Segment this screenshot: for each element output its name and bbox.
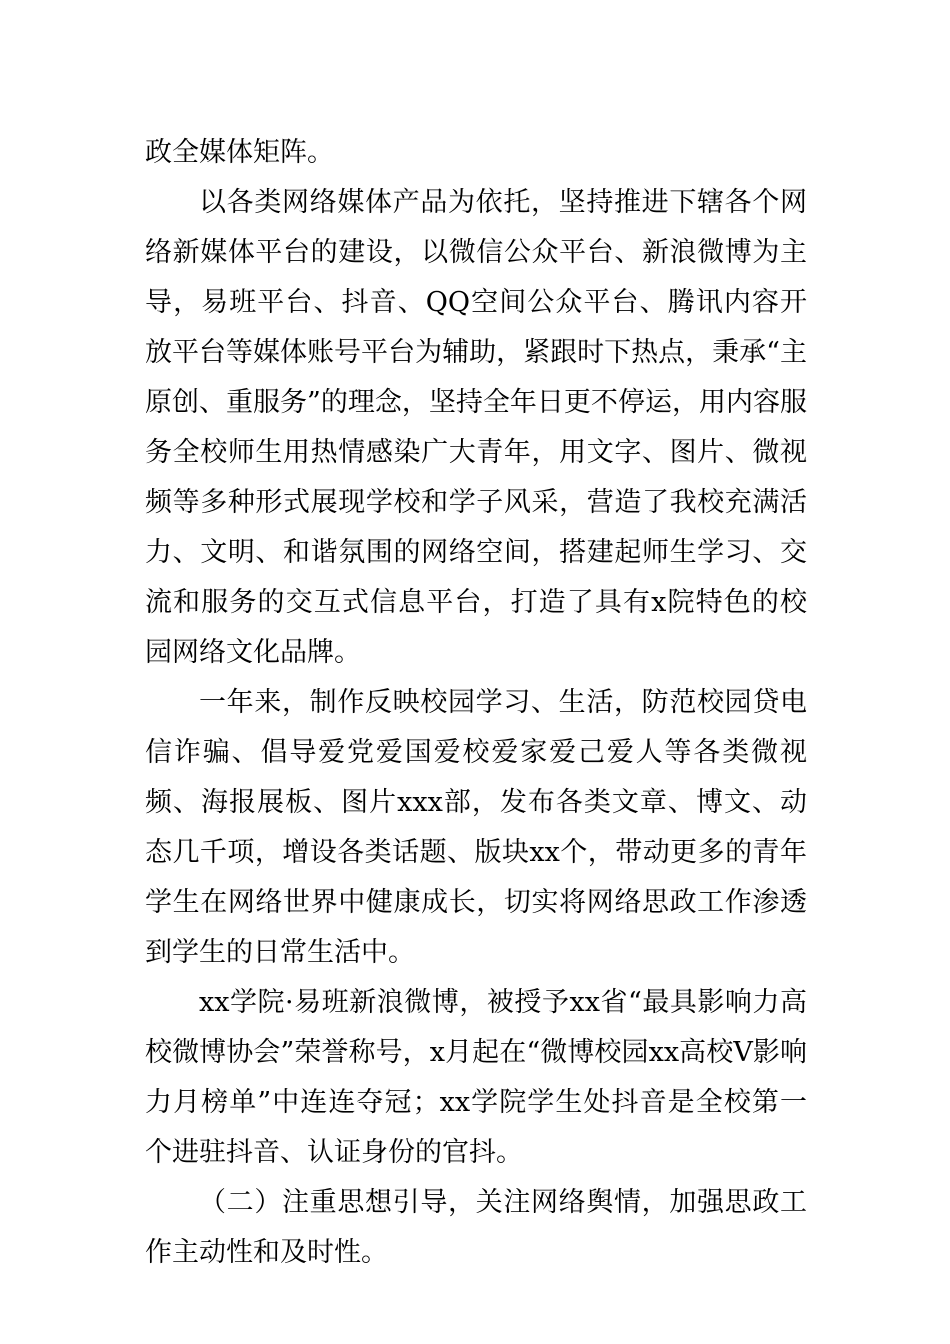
paragraph-annual-output: 一年来，制作反映校园学习、生活，防范校园贷电信诈骗、倡导爱党爱国爱校爱家爱己爱人等各类微视频、海报展板、图片xxx部，发布各类文章、博文、动态几千项，增设各类话题、版块xx个，带动更多的青年学生在网络世界中健康成长，切实将网络思政工作渗透到学生的日常生活中。 bbox=[145, 687, 807, 968]
paragraph-media-platforms: 以各类网络媒体产品为依托，坚持推进下辖各个网络新媒体平台的建设，以微信公众平台、新浪微博为主导，易班平台、抖音、QQ空间公众平台、腾讯内容开放平台等媒体账号平台为辅助，紧跟时下热点，秉承“主原创、重服务”的理念，坚持全年日更不停运，用内容服务全校师生用热情感染广大青年，用文字、图片、微视频等多种形式展现学校和学子风采，营造了我校充满活力、文明、和谐氛围的网络空间，搭建起师生学习、交流和服务的交互式信息平台，打造了具有x院特色的校园网络文化品牌。 bbox=[145, 187, 807, 668]
paragraph-continuation: 政全媒体矩阵。 bbox=[145, 137, 334, 168]
paragraph-awards: xx学院·易班新浪微博，被授予xx省“最具影响力高校微博协会”荣誉称号，x月起在“微博校园xx高校V影响力月榜单”中连连夺冠；xx学院学生处抖音是全校第一个进驻抖音、认证身份的官抖。 bbox=[145, 987, 807, 1168]
document-body bbox=[145, 128, 807, 1278]
section-heading-2: （二）注重思想引导，关注网络舆情，加强思政工作主动性和及时性。 bbox=[145, 1187, 807, 1268]
